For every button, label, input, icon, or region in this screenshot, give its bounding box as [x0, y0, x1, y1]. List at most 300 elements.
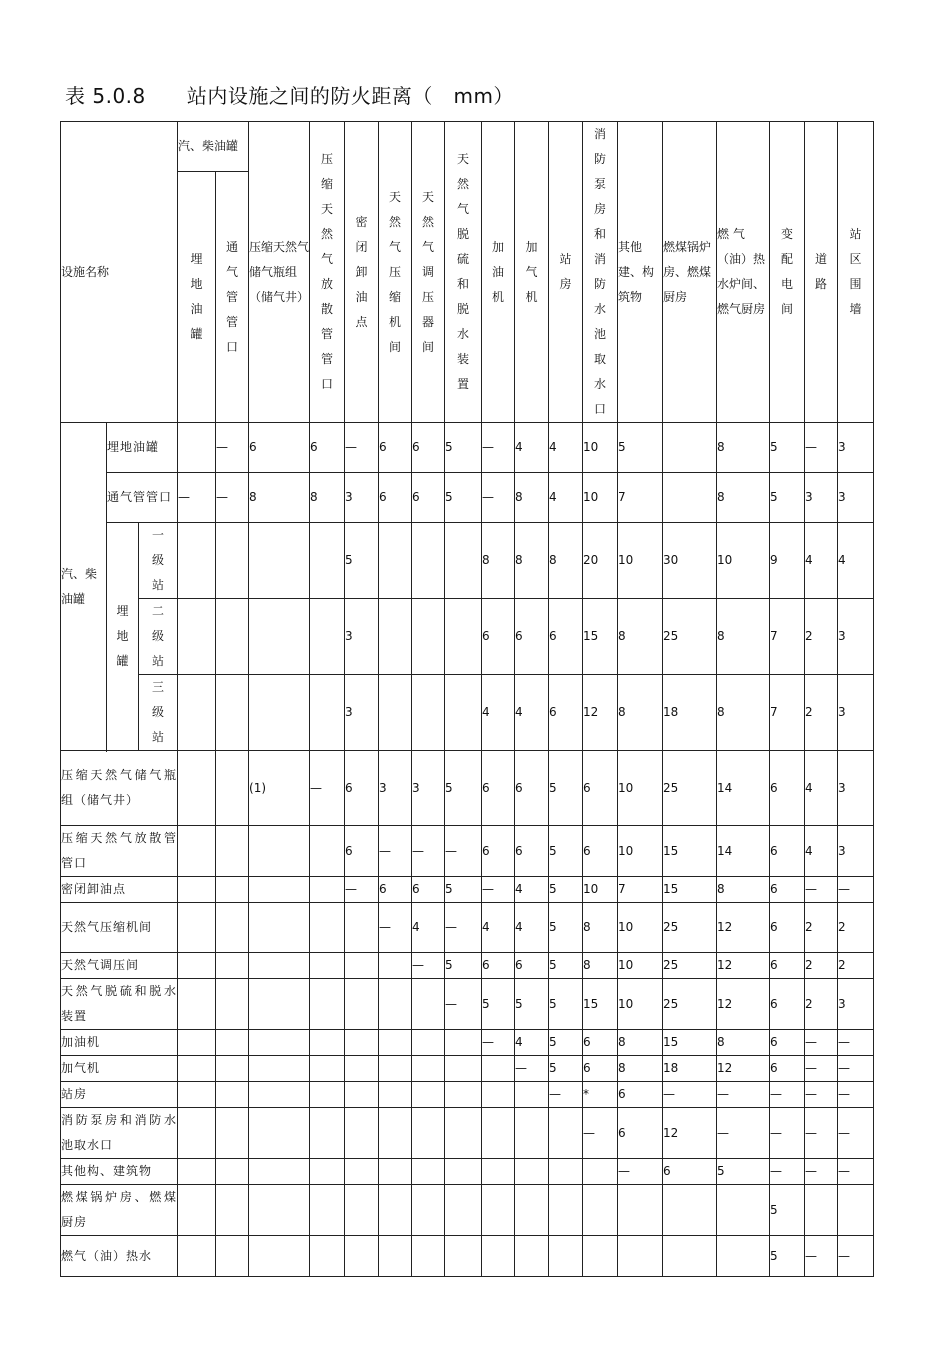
cell — [445, 675, 482, 751]
cell: — — [379, 903, 412, 953]
cell: 8 — [717, 877, 770, 903]
cell — [249, 1185, 310, 1236]
cell — [310, 903, 345, 953]
cell — [310, 1185, 345, 1236]
col-header: 道 路 — [805, 122, 838, 423]
cell: 8 — [717, 423, 770, 473]
row-label: 天然气调压间 — [61, 953, 178, 979]
cell: 8 — [515, 473, 549, 523]
cell — [178, 751, 216, 826]
cell — [482, 1056, 515, 1082]
cell: 9 — [770, 523, 805, 599]
cell — [412, 599, 445, 675]
cell: 6 — [583, 751, 618, 826]
cell: 3 — [805, 473, 838, 523]
cell: 8 — [618, 675, 663, 751]
cell — [515, 1108, 549, 1159]
table-row — [61, 1236, 874, 1277]
cell — [310, 953, 345, 979]
cell — [310, 979, 345, 1030]
cell: 6 — [310, 423, 345, 473]
cell: 6 — [583, 1030, 618, 1056]
cell: 8 — [618, 1056, 663, 1082]
cell: — — [549, 1082, 583, 1108]
cell: 3 — [345, 473, 379, 523]
cell: 7 — [618, 877, 663, 903]
cell: 3 — [838, 675, 874, 751]
cell: 8 — [717, 675, 770, 751]
table-row — [61, 953, 874, 979]
cell: 4 — [515, 423, 549, 473]
cell — [249, 953, 310, 979]
table-row — [61, 751, 874, 826]
cell — [178, 1056, 216, 1082]
cell — [216, 1108, 249, 1159]
row-label: 燃气（油）热水 — [61, 1236, 178, 1277]
cell: 8 — [515, 523, 549, 599]
cell: 12 — [717, 953, 770, 979]
cell — [310, 523, 345, 599]
cell: 2 — [805, 953, 838, 979]
cell: 12 — [717, 1056, 770, 1082]
cell: — — [770, 1159, 805, 1185]
table-row — [61, 523, 874, 599]
col-header: 其他建、构筑物 — [618, 122, 663, 423]
cell — [216, 599, 249, 675]
table-title: 表 5.0.8 站内设施之间的防火距离（ mm） — [65, 84, 514, 108]
cell — [445, 1236, 482, 1277]
cell: 2 — [805, 979, 838, 1030]
cell: 6 — [549, 599, 583, 675]
cell: 6 — [249, 423, 310, 473]
cell — [412, 1030, 445, 1056]
cell: 12 — [717, 903, 770, 953]
cell: — — [412, 826, 445, 877]
row-label: 密闭卸油点 — [61, 877, 178, 903]
cell — [379, 1056, 412, 1082]
cell: 4 — [838, 523, 874, 599]
cell — [216, 1236, 249, 1277]
cell: 8 — [249, 473, 310, 523]
cell — [249, 523, 310, 599]
cell — [583, 1185, 618, 1236]
cell: 30 — [663, 523, 717, 599]
cell: 5 — [549, 1030, 583, 1056]
cell: — — [838, 1108, 874, 1159]
cell: 20 — [583, 523, 618, 599]
cell: 6 — [379, 423, 412, 473]
cell: — — [805, 1159, 838, 1185]
cell — [216, 979, 249, 1030]
cell: 2 — [805, 599, 838, 675]
cell: — — [178, 473, 216, 523]
cell — [178, 979, 216, 1030]
cell: 10 — [618, 903, 663, 953]
cell: 2 — [838, 903, 874, 953]
cell — [482, 1185, 515, 1236]
cell — [412, 523, 445, 599]
cell — [663, 473, 717, 523]
cell — [178, 826, 216, 877]
cell: 5 — [549, 903, 583, 953]
cell — [216, 1056, 249, 1082]
cell: 2 — [805, 903, 838, 953]
cell: 6 — [770, 953, 805, 979]
cell — [310, 826, 345, 877]
cell — [249, 1030, 310, 1056]
cell: — — [618, 1159, 663, 1185]
cell — [379, 1159, 412, 1185]
col-header: 压 缩 天 然 气 放 散 管 管 口 — [310, 122, 345, 423]
cell: 18 — [663, 1056, 717, 1082]
cell — [583, 1236, 618, 1277]
cell: 4 — [515, 903, 549, 953]
cell — [310, 1056, 345, 1082]
cell — [379, 1236, 412, 1277]
cell — [310, 1236, 345, 1277]
cell: — — [345, 423, 379, 473]
row-label: 加气机 — [61, 1056, 178, 1082]
cell — [178, 599, 216, 675]
cell — [310, 877, 345, 903]
cell: 6 — [482, 751, 515, 826]
cell: — — [770, 1082, 805, 1108]
cell: 7 — [770, 599, 805, 675]
cell — [216, 751, 249, 826]
row-label: 埋地油罐 — [107, 423, 178, 473]
cell: 10 — [583, 473, 618, 523]
grade-label: 一 级 站 — [139, 523, 178, 599]
cell — [379, 523, 412, 599]
cell: 6 — [549, 675, 583, 751]
table-row — [61, 423, 874, 473]
cell: 6 — [663, 1159, 717, 1185]
cell — [216, 523, 249, 599]
cell: — — [805, 1108, 838, 1159]
cell: 6 — [345, 751, 379, 826]
cell — [412, 1185, 445, 1236]
cell — [663, 1185, 717, 1236]
table-row — [61, 1030, 874, 1056]
cell: 15 — [663, 877, 717, 903]
maidi-header: 埋 地 油 罐 — [178, 172, 216, 423]
cell: 6 — [412, 473, 445, 523]
row-label: 天然气压缩机间 — [61, 903, 178, 953]
cell: 25 — [663, 599, 717, 675]
cell: 6 — [482, 953, 515, 979]
cell: 6 — [770, 1030, 805, 1056]
cell — [482, 1108, 515, 1159]
cell — [345, 1108, 379, 1159]
cell: 4 — [805, 751, 838, 826]
cell: — — [838, 1082, 874, 1108]
col-header: 天 然 气 脱 硫 和 脱 水 装 置 — [445, 122, 482, 423]
cell — [412, 1236, 445, 1277]
col-header: 燃煤锅炉房、燃煤厨房 — [663, 122, 717, 423]
cell — [249, 599, 310, 675]
cell: 6 — [770, 903, 805, 953]
cell — [216, 1185, 249, 1236]
cell — [345, 1030, 379, 1056]
cell — [515, 1159, 549, 1185]
table-row — [61, 979, 874, 1030]
cell: — — [482, 423, 515, 473]
cell: 15 — [663, 1030, 717, 1056]
cell: — — [805, 1236, 838, 1277]
cell — [178, 903, 216, 953]
cell: 5 — [445, 751, 482, 826]
cell — [310, 1108, 345, 1159]
cell: — — [838, 1236, 874, 1277]
cell — [216, 826, 249, 877]
cell: 6 — [583, 826, 618, 877]
cell: 5 — [549, 877, 583, 903]
cell: 8 — [549, 523, 583, 599]
cell — [549, 1185, 583, 1236]
cell — [249, 1082, 310, 1108]
cell: — — [445, 826, 482, 877]
cell: 4 — [515, 1030, 549, 1056]
cell: 5 — [549, 953, 583, 979]
cell: 25 — [663, 953, 717, 979]
cell: 5 — [770, 423, 805, 473]
col-header: 加 油 机 — [482, 122, 515, 423]
cell — [216, 1030, 249, 1056]
cell: 6 — [515, 751, 549, 826]
cell: 6 — [770, 826, 805, 877]
cell — [515, 1082, 549, 1108]
col-header: 天 然 气 压 缩 机 间 — [379, 122, 412, 423]
col-header: 变 配 电 间 — [770, 122, 805, 423]
cell — [345, 903, 379, 953]
cell — [249, 1159, 310, 1185]
cell: — — [515, 1056, 549, 1082]
cell: 5 — [549, 1056, 583, 1082]
cell — [178, 877, 216, 903]
cell: 6 — [618, 1082, 663, 1108]
cell — [445, 599, 482, 675]
cell: 12 — [717, 979, 770, 1030]
cell: 5 — [445, 423, 482, 473]
cell: — — [482, 473, 515, 523]
cell: 8 — [618, 1030, 663, 1056]
cell: — — [805, 423, 838, 473]
cell: — — [805, 877, 838, 903]
cell — [178, 1030, 216, 1056]
cell — [379, 1185, 412, 1236]
table-row — [61, 1185, 874, 1236]
cell: 3 — [838, 423, 874, 473]
cell: 5 — [549, 751, 583, 826]
cell: — — [838, 1159, 874, 1185]
cell — [249, 1236, 310, 1277]
cell: — — [412, 953, 445, 979]
row-label: 压缩天然气储气瓶组（储气井） — [61, 751, 178, 826]
cell: 8 — [310, 473, 345, 523]
cell: 5 — [770, 1185, 805, 1236]
qichai-label: 汽、柴油罐 — [61, 423, 107, 751]
cell: 3 — [379, 751, 412, 826]
cell: 3 — [345, 675, 379, 751]
cell: 4 — [805, 523, 838, 599]
cell: 3 — [838, 751, 874, 826]
cell — [717, 1236, 770, 1277]
cell: 5 — [717, 1159, 770, 1185]
cell — [345, 1159, 379, 1185]
cell: 25 — [663, 903, 717, 953]
cell: 6 — [770, 1056, 805, 1082]
cell — [445, 1108, 482, 1159]
cell: 25 — [663, 979, 717, 1030]
cell — [216, 1082, 249, 1108]
cell: 3 — [838, 473, 874, 523]
cell: 5 — [770, 473, 805, 523]
cell: 8 — [583, 953, 618, 979]
cell — [345, 1185, 379, 1236]
row-label: 通气管管口 — [107, 473, 178, 523]
cell: 8 — [717, 599, 770, 675]
cell — [178, 1185, 216, 1236]
col-header: 天 然 气 调 压 器 间 — [412, 122, 445, 423]
cell — [379, 599, 412, 675]
row-label: 站房 — [61, 1082, 178, 1108]
cell: 10 — [717, 523, 770, 599]
cell: 5 — [482, 979, 515, 1030]
cell — [549, 1236, 583, 1277]
cell: 10 — [583, 877, 618, 903]
cell — [216, 1159, 249, 1185]
cell: 6 — [583, 1056, 618, 1082]
cell: — — [770, 1108, 805, 1159]
cell: 15 — [583, 979, 618, 1030]
cell — [838, 1185, 874, 1236]
cell: 4 — [515, 877, 549, 903]
facility-name-header: 设施名称 — [61, 122, 178, 423]
col-header: 消 防 泵 房 和 消 防 水 池 取 水 口 — [583, 122, 618, 423]
grade-label: 二 级 站 — [139, 599, 178, 675]
cell: 25 — [663, 751, 717, 826]
cell — [482, 1082, 515, 1108]
cell — [445, 523, 482, 599]
col-header: 站 房 — [549, 122, 583, 423]
cell: — — [583, 1108, 618, 1159]
cell: 3 — [345, 599, 379, 675]
cell: 15 — [583, 599, 618, 675]
cell: 5 — [549, 979, 583, 1030]
cell: — — [805, 1030, 838, 1056]
cell: 12 — [583, 675, 618, 751]
cell: — — [838, 877, 874, 903]
row-label: 天然气脱硫和脱水装置 — [61, 979, 178, 1030]
cell: 10 — [618, 523, 663, 599]
cell: 4 — [482, 675, 515, 751]
cell — [249, 1056, 310, 1082]
cell — [310, 1159, 345, 1185]
cell: 5 — [770, 1236, 805, 1277]
cell: 4 — [482, 903, 515, 953]
cell — [178, 675, 216, 751]
cell: 5 — [515, 979, 549, 1030]
cell — [412, 1056, 445, 1082]
cell — [310, 599, 345, 675]
row-label: 消防泵房和消防水池取水口 — [61, 1108, 178, 1159]
cell — [345, 1056, 379, 1082]
col-header: 站 区 围 墙 — [838, 122, 874, 423]
cell — [379, 953, 412, 979]
row-label: 压缩天然气放散管管口 — [61, 826, 178, 877]
cell: 4 — [515, 675, 549, 751]
cell: — — [345, 877, 379, 903]
cell — [482, 1236, 515, 1277]
cell — [178, 523, 216, 599]
grade-label: 三 级 站 — [139, 675, 178, 751]
cell: — — [663, 1082, 717, 1108]
table-row — [61, 1082, 874, 1108]
cell — [663, 423, 717, 473]
cell: 6 — [345, 826, 379, 877]
cell: 6 — [770, 877, 805, 903]
cell — [515, 1185, 549, 1236]
cell: 18 — [663, 675, 717, 751]
cell: 2 — [805, 675, 838, 751]
cell: 10 — [618, 826, 663, 877]
cell: 10 — [583, 423, 618, 473]
cell: 8 — [583, 903, 618, 953]
row-label: 其他构、建筑物 — [61, 1159, 178, 1185]
cell: 14 — [717, 751, 770, 826]
cell — [663, 1236, 717, 1277]
cell: 8 — [618, 599, 663, 675]
cell — [216, 877, 249, 903]
cell: — — [482, 1030, 515, 1056]
cell — [445, 1159, 482, 1185]
cell — [178, 1108, 216, 1159]
cell: 5 — [445, 877, 482, 903]
cell: — — [805, 1056, 838, 1082]
cell: 6 — [770, 751, 805, 826]
table-row — [61, 1108, 874, 1159]
cell — [249, 675, 310, 751]
cell: — — [838, 1030, 874, 1056]
cell: 2 — [838, 953, 874, 979]
cell — [445, 1082, 482, 1108]
cell: * — [583, 1082, 618, 1108]
cell — [412, 979, 445, 1030]
cell — [412, 1082, 445, 1108]
table-row — [61, 675, 874, 751]
cell — [345, 953, 379, 979]
cell: 5 — [445, 473, 482, 523]
cell — [379, 1082, 412, 1108]
cell: 10 — [618, 953, 663, 979]
cell — [216, 903, 249, 953]
cell — [618, 1236, 663, 1277]
table-row — [61, 1159, 874, 1185]
cell: 5 — [549, 826, 583, 877]
cell: 15 — [663, 826, 717, 877]
table-row — [61, 903, 874, 953]
fire-distance-table — [60, 121, 874, 1277]
table-row — [61, 473, 874, 523]
cell — [379, 979, 412, 1030]
row-label: 燃煤锅炉房、燃煤厨房 — [61, 1185, 178, 1236]
table-row — [61, 1056, 874, 1082]
cell: 8 — [482, 523, 515, 599]
cell — [249, 1108, 310, 1159]
cell — [515, 1236, 549, 1277]
cell — [445, 1056, 482, 1082]
table-row — [61, 826, 874, 877]
